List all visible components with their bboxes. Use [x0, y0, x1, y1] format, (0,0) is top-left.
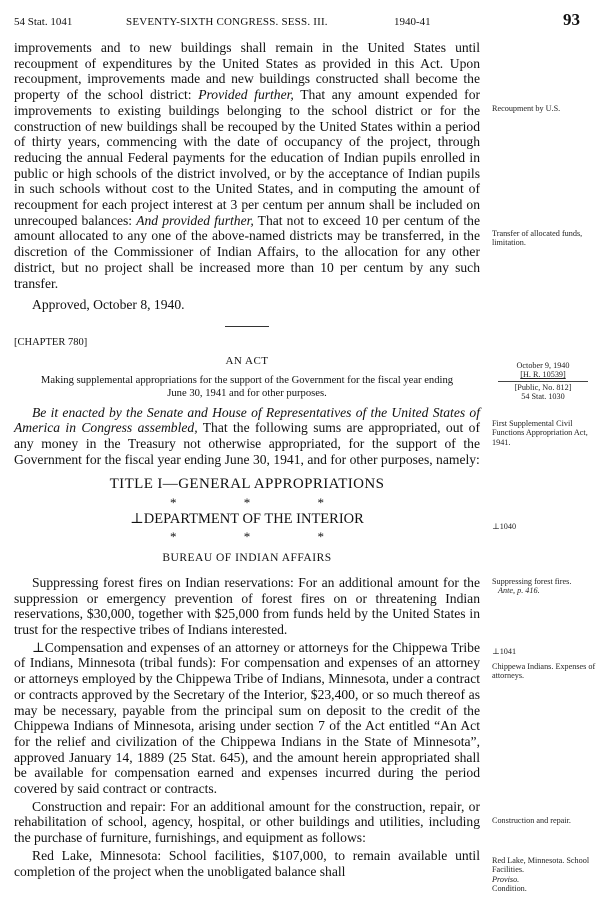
header-years: 1940-41 [394, 16, 431, 28]
enacting-clause: Be it enacted by the Senate and House of Representatives of the United States of America in Congress assembled, That the following sums are appropriated, out of any money in the Treasury not otherwise appropriated, for the support of the Government for the fiscal year ending June 30, 1941, and for other purposes, namely: [14, 404, 480, 467]
omission-stars: * * * [170, 529, 324, 545]
margin-note-forest-fires: Suppressing forest fires. Ante, p. 416. [492, 577, 572, 596]
proviso-label: Provided further, [198, 87, 294, 103]
approval-date: Approved, October 8, 1940. [32, 297, 185, 313]
act-purpose: Making supplemental appropriations for the support of the Government for the fiscal year ending June 30, 1941 and for other purposes. [40, 375, 454, 399]
paragraph-forest-fires: Suppressing forest fires on Indian reservations: For an additional amount for the suppression or emergency prevention of forest fires on or threatening Indian reservations, $30,000, together with $25,000 from funds held by the United States in trust for the respective tribes of Indians interested. [14, 574, 480, 637]
bureau-heading: BUREAU OF INDIAN AFFAIRS [162, 552, 332, 565]
proviso-label: And provided further, [136, 212, 254, 228]
paragraph-recoupment: improvements and to new buildings shall remain in the United States until recoupment of expenditures by the United States as provided in this Act. Upon recoupment, improvements made and new buildings constructed shall become the property of the school district: Provided further, That any amount expended for improvements to existing buildings belonging to the school district or for the construction of new buildings shall be recouped by the United States within a period of thirty years, commencing with the date of occupancy of the project, through reducing the annual Federal payments for the education of Indian pupils enrolled in public or high schools of the district involved, or by the acceptance of Indian pupils in such schools without cost to the United States, and in computing the amount of recoupment for each project interest at 3 per centum per annum shall be included on unrecouped balances: And provided further, That not to exceed 10 per centum of the amount allocated to any one of the above-named districts may be transferred, in the discretion of the Commissioner of Indian Affairs, to the allocation for any other district, but no project shall be increased more than 10 per centum by any such transfer. [14, 40, 481, 291]
paragraph-chippewa: ⊥Compensation and expenses of an attorney or attorneys for the Chippewa Tribe of Indians, Minnesota (tribal funds): For compensation and expenses of an attorney or attorneys employed by the Chippewa Tribe of Indians, Minnesota, under a contract or contracts approved by the Secretary of the Interior, $23,400, or so much thereof as may be necessary, payable from the principal sum on deposit to the credit of the Chippewa Indians of Minnesota, arising under section 7 of the Act entitled “An Act for the relief and civilization of the Chippewa Indians in the State of Minnesota”, approved January 14, 1889 (25 Stat. 645), and the amount herein appropriated shall be available for compensation earned and expenses incurred during the period covered by said contract or contracts. [14, 639, 480, 797]
bill-info-box [492, 361, 594, 402]
header-stat: 54 Stat. 1041 [14, 16, 73, 28]
margin-note-transfer: Transfer of allocated funds, limitation. [492, 229, 583, 248]
margin-note-chippewa: Chippewa Indians. Expenses of attorneys. [492, 662, 596, 681]
bill-stat: 54 Stat. 1030 [521, 392, 565, 402]
public-law-number: [Public, No. 812] [514, 382, 572, 392]
chapter-label: [CHAPTER 780] [14, 336, 88, 348]
margin-note-first-supplemental: First Supplemental Civil Functions Appropriation Act, 1941. [492, 419, 588, 447]
margin-ref-1040: ⊥1040 [492, 522, 517, 531]
margin-note-red-lake: Red Lake, Minnesota. School Facilities. Proviso. Condition. [492, 856, 590, 894]
margin-note-construction: Construction and repair. [492, 816, 571, 825]
bill-date: October 9, 1940 [516, 361, 570, 370]
page-number: 93 [563, 10, 580, 29]
divider-rule [225, 326, 269, 327]
paragraph-construction: Construction and repair: For an additional amount for the construction, repair, or rehabilitation of school, agency, hospital, or other buildings and utilities, including the purchase of furniture, furnishings, and equipment as follows: [14, 798, 480, 846]
margin-ref-1041: ⊥1041 [492, 647, 517, 656]
bill-number: [H. R. 10539] [520, 370, 566, 380]
header-congress: SEVENTY-SIXTH CONGRESS. SESS. III. [126, 16, 328, 28]
page-header [14, 10, 586, 34]
omission-stars: * * * [170, 495, 324, 511]
margin-note-recoupment: Recoupment by U.S. [492, 104, 561, 113]
bill-divider [498, 381, 588, 382]
title-heading: TITLE I—GENERAL APPROPRIATIONS [109, 476, 385, 493]
department-heading: ⊥DEPARTMENT OF THE INTERIOR [130, 510, 364, 527]
act-heading: AN ACT [225, 354, 269, 367]
paragraph-red-lake: Red Lake, Minnesota: School facilities, $107,000, to remain available until completion of the project when the unobligated balance shall [14, 847, 480, 879]
main-text-column [14, 40, 480, 879]
